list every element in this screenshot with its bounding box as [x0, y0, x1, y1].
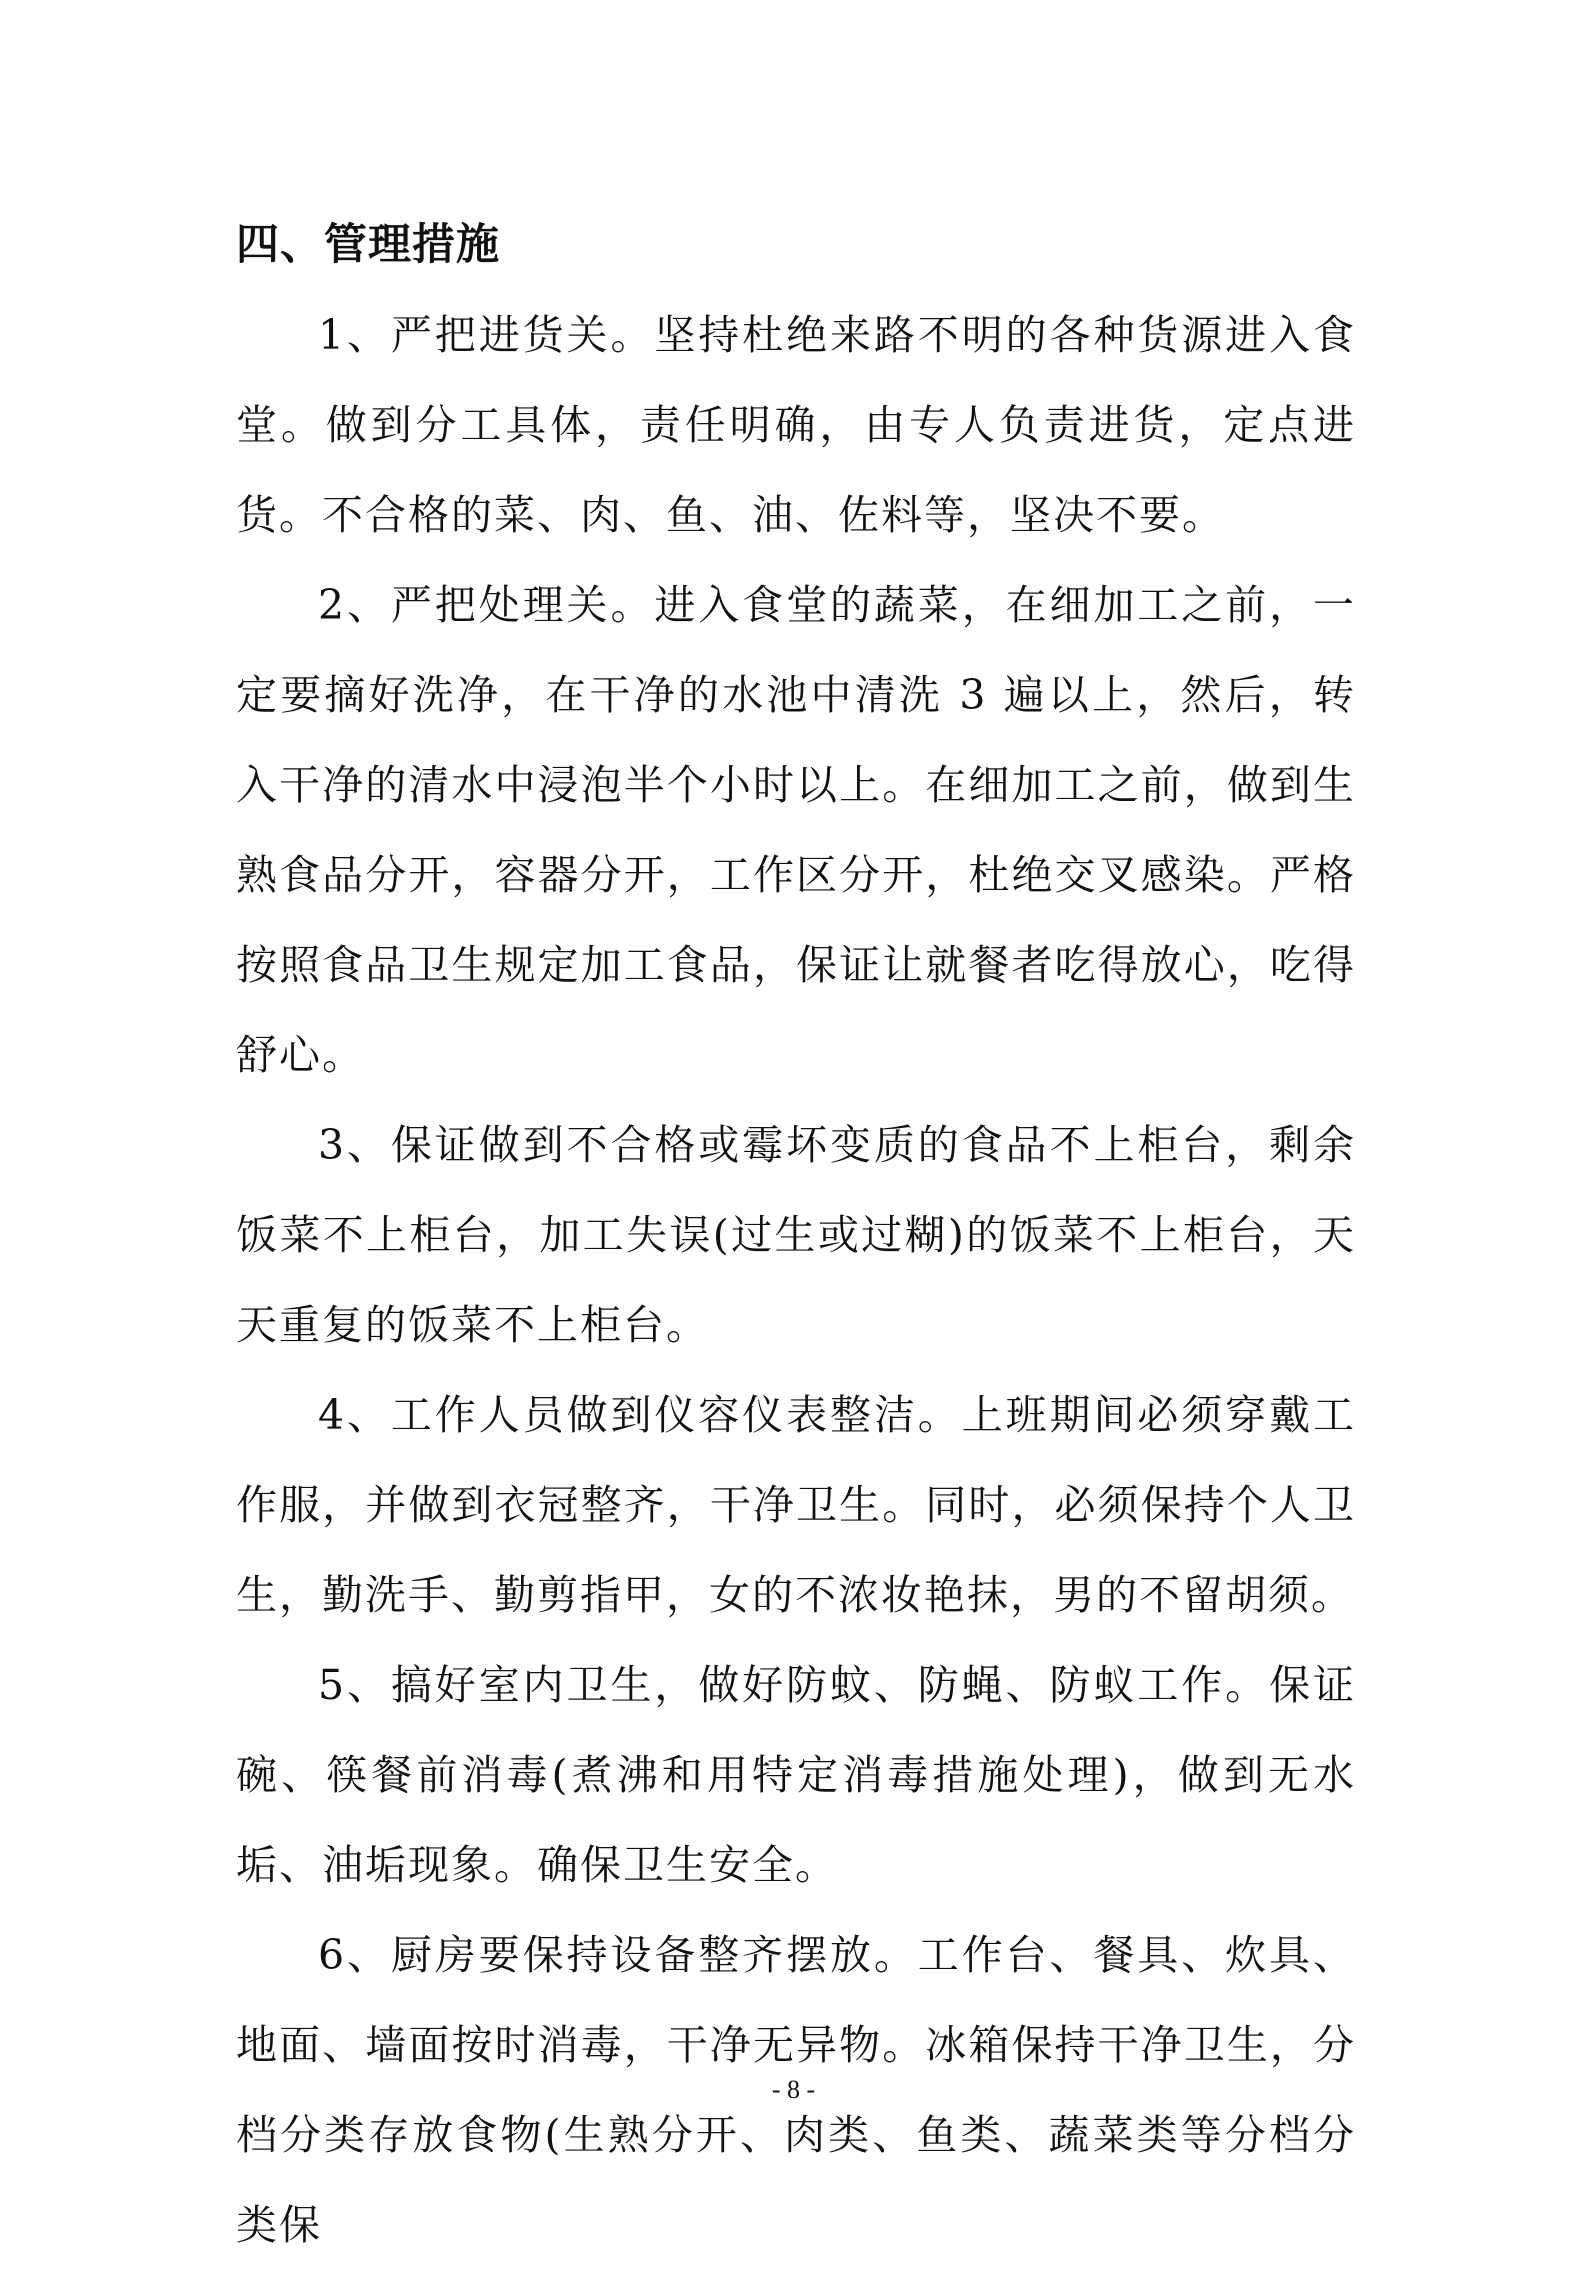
- document-body: [236, 180, 1356, 2270]
- paragraph-4: 4、工作人员做到仪容仪表整洁。上班期间必须穿戴工作服，并做到衣冠整齐，干净卫生。同时，必须保持个人卫生，勤洗手、勤剪指甲，女的不浓妆艳抹，男的不留胡须。: [236, 1391, 1356, 1619]
- paragraph-3: 3、保证做到不合格或霉坏变质的食品不上柜台，剩余饭菜不上柜台，加工失误(过生或过糊)的饭菜不上柜台，天天重复的饭菜不上柜台。: [236, 1121, 1356, 1349]
- paragraph-1: 1、严把进货关。坚持杜绝来路不明的各种货源进入食堂。做到分工具体，责任明确，由专人负责进货，定点进货。不合格的菜、肉、鱼、油、佐料等，坚决不要。: [236, 311, 1356, 539]
- paragraph-5: 5、搞好室内卫生，做好防蚊、防蝇、防蚁工作。保证碗、筷餐前消毒(煮沸和用特定消毒措施处理)，做到无水垢、油垢现象。确保卫生安全。: [236, 1661, 1356, 1889]
- section-heading: 四、管理措施: [236, 220, 500, 270]
- page-number: - 8 -: [771, 2075, 816, 2104]
- paragraph-2: 2、严把处理关。进入食堂的蔬菜，在细加工之前，一定要摘好洗净，在干净的水池中清洗 3 遍以上，然后，转入干净的清水中浸泡半个小时以上。在细加工之前，做到生熟食品分开，容器分开，工作区分开，杜绝交叉感染。严格按照食品卫生规定加工食品，保证让就餐者吃得放心，吃得舒心。: [236, 581, 1356, 1079]
- paragraph-6: 6、厨房要保持设备整齐摆放。工作台、餐具、炊具、地面、墙面按时消毒，干净无异物。冰箱保持干净卫生，分档分类存放食物(生熟分开、肉类、鱼类、蔬菜类等分档分类保: [236, 1931, 1356, 2249]
